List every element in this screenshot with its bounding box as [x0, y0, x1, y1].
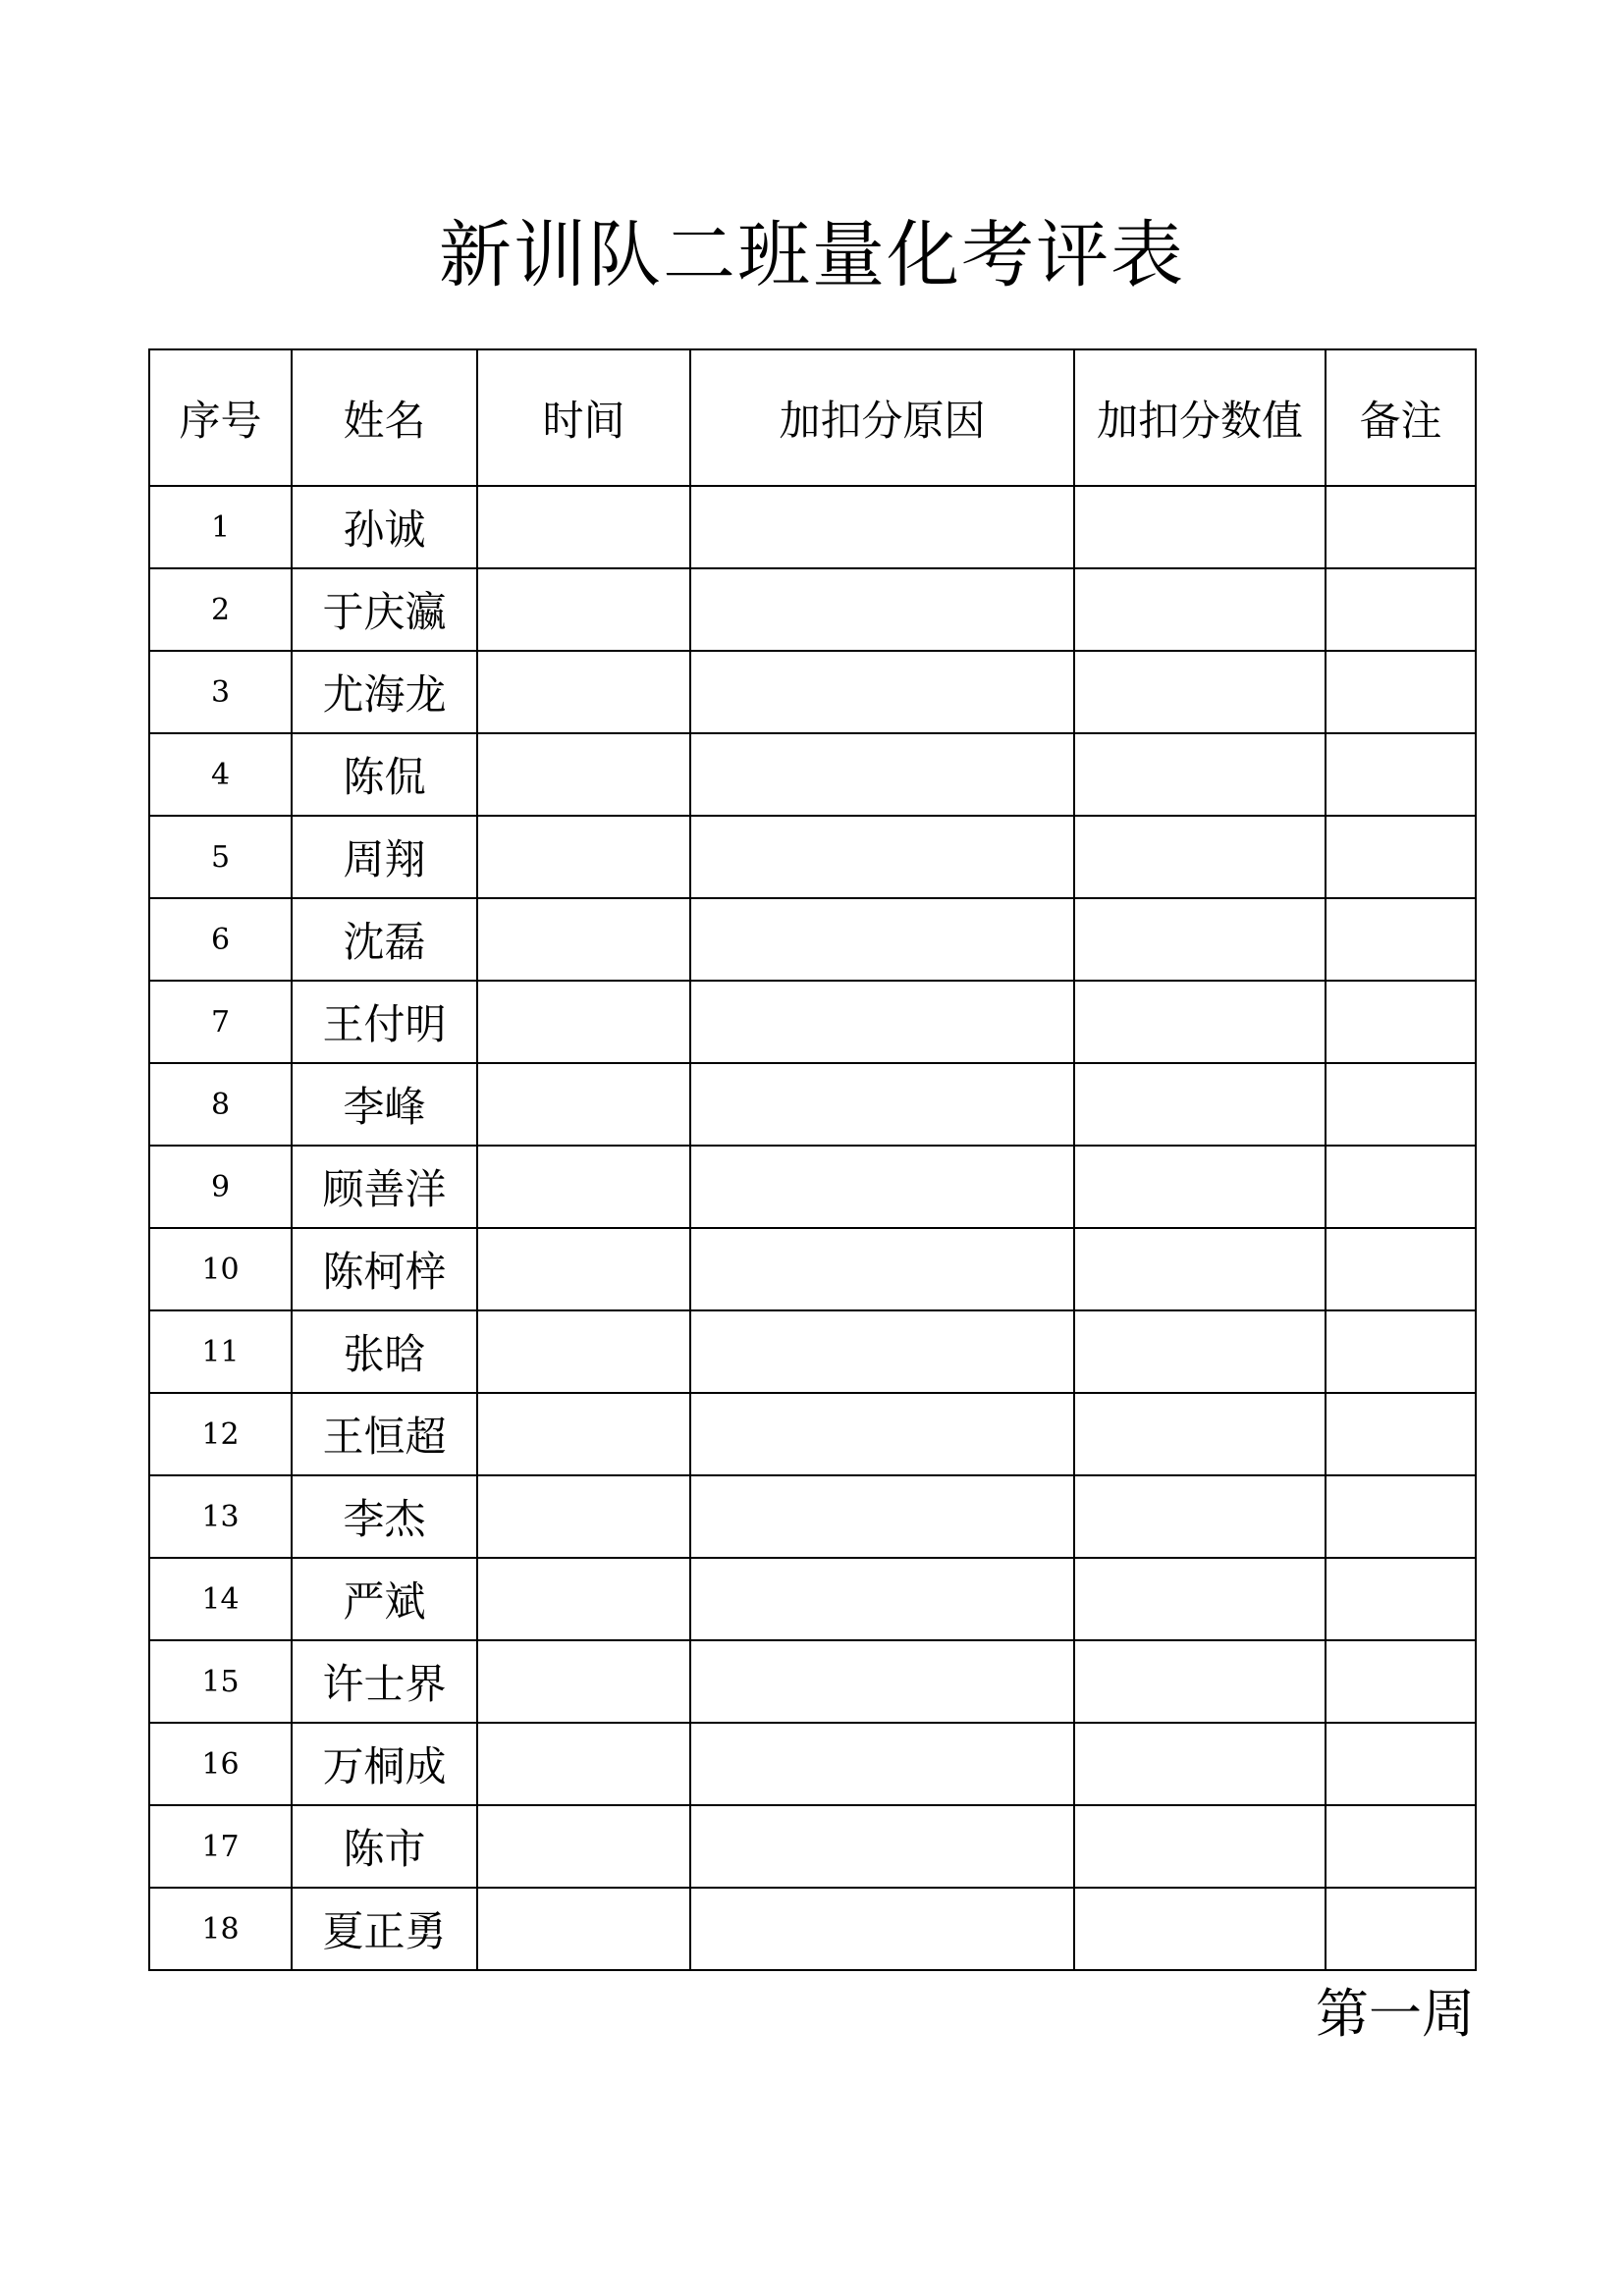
value-cell[interactable] [1074, 1310, 1326, 1393]
reason-cell[interactable] [690, 1558, 1074, 1640]
note-cell[interactable] [1326, 981, 1476, 1063]
value-cell[interactable] [1074, 1640, 1326, 1723]
header-value: 加扣分数值 [1074, 349, 1326, 486]
row-seq: 4 [149, 733, 292, 816]
row-name: 张晗 [292, 1310, 477, 1393]
reason-cell[interactable] [690, 733, 1074, 816]
header-seq: 序号 [149, 349, 292, 486]
value-cell[interactable] [1074, 981, 1326, 1063]
reason-cell[interactable] [690, 1146, 1074, 1228]
time-cell[interactable] [477, 1393, 690, 1475]
value-cell[interactable] [1074, 1888, 1326, 1970]
table-row [149, 1310, 1476, 1393]
row-seq: 11 [149, 1310, 292, 1393]
note-cell[interactable] [1326, 1888, 1476, 1970]
row-name: 许士界 [292, 1640, 477, 1723]
row-name: 陈侃 [292, 733, 477, 816]
reason-cell[interactable] [690, 1063, 1074, 1146]
value-cell[interactable] [1074, 568, 1326, 651]
time-cell[interactable] [477, 1146, 690, 1228]
time-cell[interactable] [477, 1723, 690, 1805]
row-seq: 14 [149, 1558, 292, 1640]
reason-cell[interactable] [690, 1805, 1074, 1888]
table-row [149, 1228, 1476, 1310]
note-cell[interactable] [1326, 1475, 1476, 1558]
value-cell[interactable] [1074, 1723, 1326, 1805]
score-table [148, 348, 1477, 1971]
row-seq: 1 [149, 486, 292, 568]
note-cell[interactable] [1326, 568, 1476, 651]
reason-cell[interactable] [690, 1888, 1074, 1970]
time-cell[interactable] [477, 1310, 690, 1393]
time-cell[interactable] [477, 733, 690, 816]
table-row [149, 486, 1476, 568]
row-name: 尤海龙 [292, 651, 477, 733]
week-label: 第一周 [1316, 1983, 1475, 2045]
note-cell[interactable] [1326, 1228, 1476, 1310]
header-reason: 加扣分原因 [690, 349, 1074, 486]
reason-cell[interactable] [690, 1475, 1074, 1558]
row-name: 周翔 [292, 816, 477, 898]
header-time: 时间 [477, 349, 690, 486]
value-cell[interactable] [1074, 1228, 1326, 1310]
row-name: 王恒超 [292, 1393, 477, 1475]
row-seq: 5 [149, 816, 292, 898]
table-row [149, 981, 1476, 1063]
note-cell[interactable] [1326, 1558, 1476, 1640]
reason-cell[interactable] [690, 816, 1074, 898]
row-seq: 17 [149, 1805, 292, 1888]
reason-cell[interactable] [690, 1640, 1074, 1723]
page-title: 新训队二班量化考评表 [439, 213, 1185, 297]
row-seq: 6 [149, 898, 292, 981]
row-seq: 3 [149, 651, 292, 733]
reason-cell[interactable] [690, 568, 1074, 651]
table-row [149, 651, 1476, 733]
note-cell[interactable] [1326, 1310, 1476, 1393]
time-cell[interactable] [477, 1558, 690, 1640]
table-row [149, 898, 1476, 981]
time-cell[interactable] [477, 816, 690, 898]
time-cell[interactable] [477, 651, 690, 733]
time-cell[interactable] [477, 1228, 690, 1310]
note-cell[interactable] [1326, 816, 1476, 898]
table-row [149, 1640, 1476, 1723]
table-row [149, 1393, 1476, 1475]
value-cell[interactable] [1074, 1475, 1326, 1558]
table-body [149, 486, 1476, 1970]
value-cell[interactable] [1074, 733, 1326, 816]
note-cell[interactable] [1326, 898, 1476, 981]
time-cell[interactable] [477, 1475, 690, 1558]
time-cell[interactable] [477, 981, 690, 1063]
row-name: 陈市 [292, 1805, 477, 1888]
note-cell[interactable] [1326, 1723, 1476, 1805]
time-cell[interactable] [477, 568, 690, 651]
time-cell[interactable] [477, 1640, 690, 1723]
table-row [149, 1888, 1476, 1970]
note-cell[interactable] [1326, 1146, 1476, 1228]
table-row [149, 733, 1476, 816]
value-cell[interactable] [1074, 1805, 1326, 1888]
row-name: 王付明 [292, 981, 477, 1063]
note-cell[interactable] [1326, 486, 1476, 568]
row-name: 李杰 [292, 1475, 477, 1558]
row-name: 夏正勇 [292, 1888, 477, 1970]
value-cell[interactable] [1074, 486, 1326, 568]
value-cell[interactable] [1074, 898, 1326, 981]
table-row [149, 1063, 1476, 1146]
note-cell[interactable] [1326, 733, 1476, 816]
reason-cell[interactable] [690, 981, 1074, 1063]
note-cell[interactable] [1326, 1393, 1476, 1475]
reason-cell[interactable] [690, 486, 1074, 568]
value-cell[interactable] [1074, 816, 1326, 898]
row-seq: 12 [149, 1393, 292, 1475]
note-cell[interactable] [1326, 1805, 1476, 1888]
time-cell[interactable] [477, 1063, 690, 1146]
row-seq: 15 [149, 1640, 292, 1723]
row-name: 万桐成 [292, 1723, 477, 1805]
note-cell[interactable] [1326, 1063, 1476, 1146]
header-name: 姓名 [292, 349, 477, 486]
header-row [149, 349, 1476, 486]
row-name: 严斌 [292, 1558, 477, 1640]
note-cell[interactable] [1326, 1640, 1476, 1723]
time-cell[interactable] [477, 1805, 690, 1888]
row-seq: 2 [149, 568, 292, 651]
value-cell[interactable] [1074, 651, 1326, 733]
row-seq: 8 [149, 1063, 292, 1146]
value-cell[interactable] [1074, 1063, 1326, 1146]
row-seq: 18 [149, 1888, 292, 1970]
row-name: 顾善洋 [292, 1146, 477, 1228]
row-name: 陈柯梓 [292, 1228, 477, 1310]
reason-cell[interactable] [690, 1393, 1074, 1475]
value-cell[interactable] [1074, 1393, 1326, 1475]
row-seq: 9 [149, 1146, 292, 1228]
header-note: 备注 [1326, 349, 1476, 486]
row-name: 孙诚 [292, 486, 477, 568]
table-row [149, 568, 1476, 651]
row-name: 于庆瀛 [292, 568, 477, 651]
time-cell[interactable] [477, 486, 690, 568]
value-cell[interactable] [1074, 1558, 1326, 1640]
table-row [149, 1475, 1476, 1558]
table-row [149, 1558, 1476, 1640]
table-row [149, 1146, 1476, 1228]
reason-cell[interactable] [690, 1723, 1074, 1805]
row-name: 沈磊 [292, 898, 477, 981]
row-seq: 7 [149, 981, 292, 1063]
time-cell[interactable] [477, 898, 690, 981]
table-row [149, 816, 1476, 898]
table-row [149, 1805, 1476, 1888]
reason-cell[interactable] [690, 1310, 1074, 1393]
reason-cell[interactable] [690, 651, 1074, 733]
row-name: 李峰 [292, 1063, 477, 1146]
table-row [149, 1723, 1476, 1805]
note-cell[interactable] [1326, 651, 1476, 733]
value-cell[interactable] [1074, 1146, 1326, 1228]
row-seq: 10 [149, 1228, 292, 1310]
row-seq: 16 [149, 1723, 292, 1805]
time-cell[interactable] [477, 1888, 690, 1970]
reason-cell[interactable] [690, 1228, 1074, 1310]
row-seq: 13 [149, 1475, 292, 1558]
reason-cell[interactable] [690, 898, 1074, 981]
